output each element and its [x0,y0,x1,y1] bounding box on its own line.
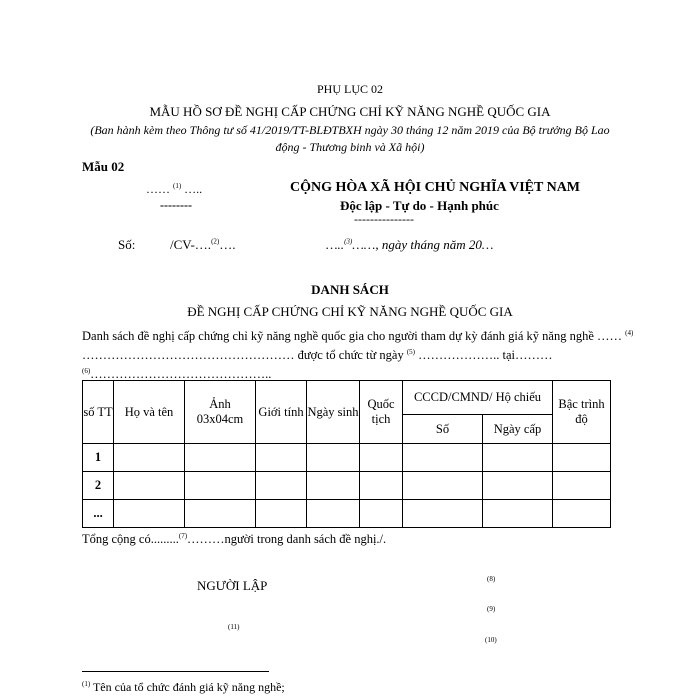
appendix-label: PHỤ LỤC 02 [316,82,383,96]
list-subtitle: ĐỀ NGHỊ CẤP CHỨNG CHỈ KỸ NĂNG NGHỀ QUỐC GIA [187,304,513,319]
document-title: MẪU HỒ SƠ ĐỀ NGHỊ CẤP CHỨNG CHỈ KỸ NĂNG NGHỀ QUỐC GIA [149,104,551,119]
header-name: Họ và tên [114,381,185,444]
header-stt: số TT [83,381,114,444]
footnote-divider [82,671,269,672]
list-title: DANH SÁCH [311,282,389,297]
note-8: (8) [487,575,496,583]
row-index: 1 [83,444,114,472]
header-id-date: Ngày cấp [483,415,553,444]
table-row [83,444,611,472]
header-id-group: CCCD/CMND/ Hộ chiếu [403,381,553,415]
header-id-number: Số [403,415,483,444]
document-number: /CV-….$^{(2)}$…. [170,237,236,252]
place-date: …..$^{(3)}$……, ngày tháng năm 20… [326,237,494,252]
note-10: (10) [485,636,497,644]
motto: Độc lập - Tự do - Hạnh phúc [340,198,499,213]
form-number: Mẫu 02 [82,159,125,174]
note-9: (9) [487,605,496,613]
preparer-label: NGƯỜI LẬP [197,578,268,593]
row-index: 2 [83,472,114,500]
document-subtitle: (Ban hành kèm theo Thông tư số 41/2019/TT-BLĐTBXH ngày 30 tháng 12 năm 2019 của Bộ trưởng Bộ Lao động - Thương binh và Xã hội) [90,123,610,154]
total-count: Tổng cộng có.........$^{(7)}$………người trong danh sách đề nghị./. [82,532,387,547]
header-level: Bậc trình độ [553,381,611,444]
organization-name: …… $^{(1)}$ ….. [146,182,203,196]
document-number-label: Số: [118,237,136,252]
organization-divider: -------- [160,198,192,212]
motto-divider: --------------- [354,212,414,226]
table-row [83,472,611,500]
row-index: ... [83,500,114,528]
table-row [83,500,611,528]
candidate-table [82,380,611,528]
header-photo: Ảnh 03x04cm [185,381,256,444]
note-11: (11) [228,623,240,631]
header-gender: Giới tính [256,381,307,444]
list-description: Danh sách đề nghị cấp chứng chỉ kỹ năng nghề quốc gia cho người tham dự kỳ đánh giá kỹ năng nghề …… $^{(4)}$ …………………………………………… được tổ chức từ ngày $^{(5)}$ ……………….. tại……… $^{(6)}$…………………………………….. [82,329,634,382]
footnote: $^{(1)}$ Tên của tổ chức đánh giá kỹ năng nghề; [82,680,285,694]
nation-title: CỘNG HÒA XÃ HỘI CHỦ NGHĨA VIỆT NAM [290,180,581,195]
header-dob: Ngày sinh [307,381,360,444]
header-nationality: Quốc tịch [360,381,403,444]
